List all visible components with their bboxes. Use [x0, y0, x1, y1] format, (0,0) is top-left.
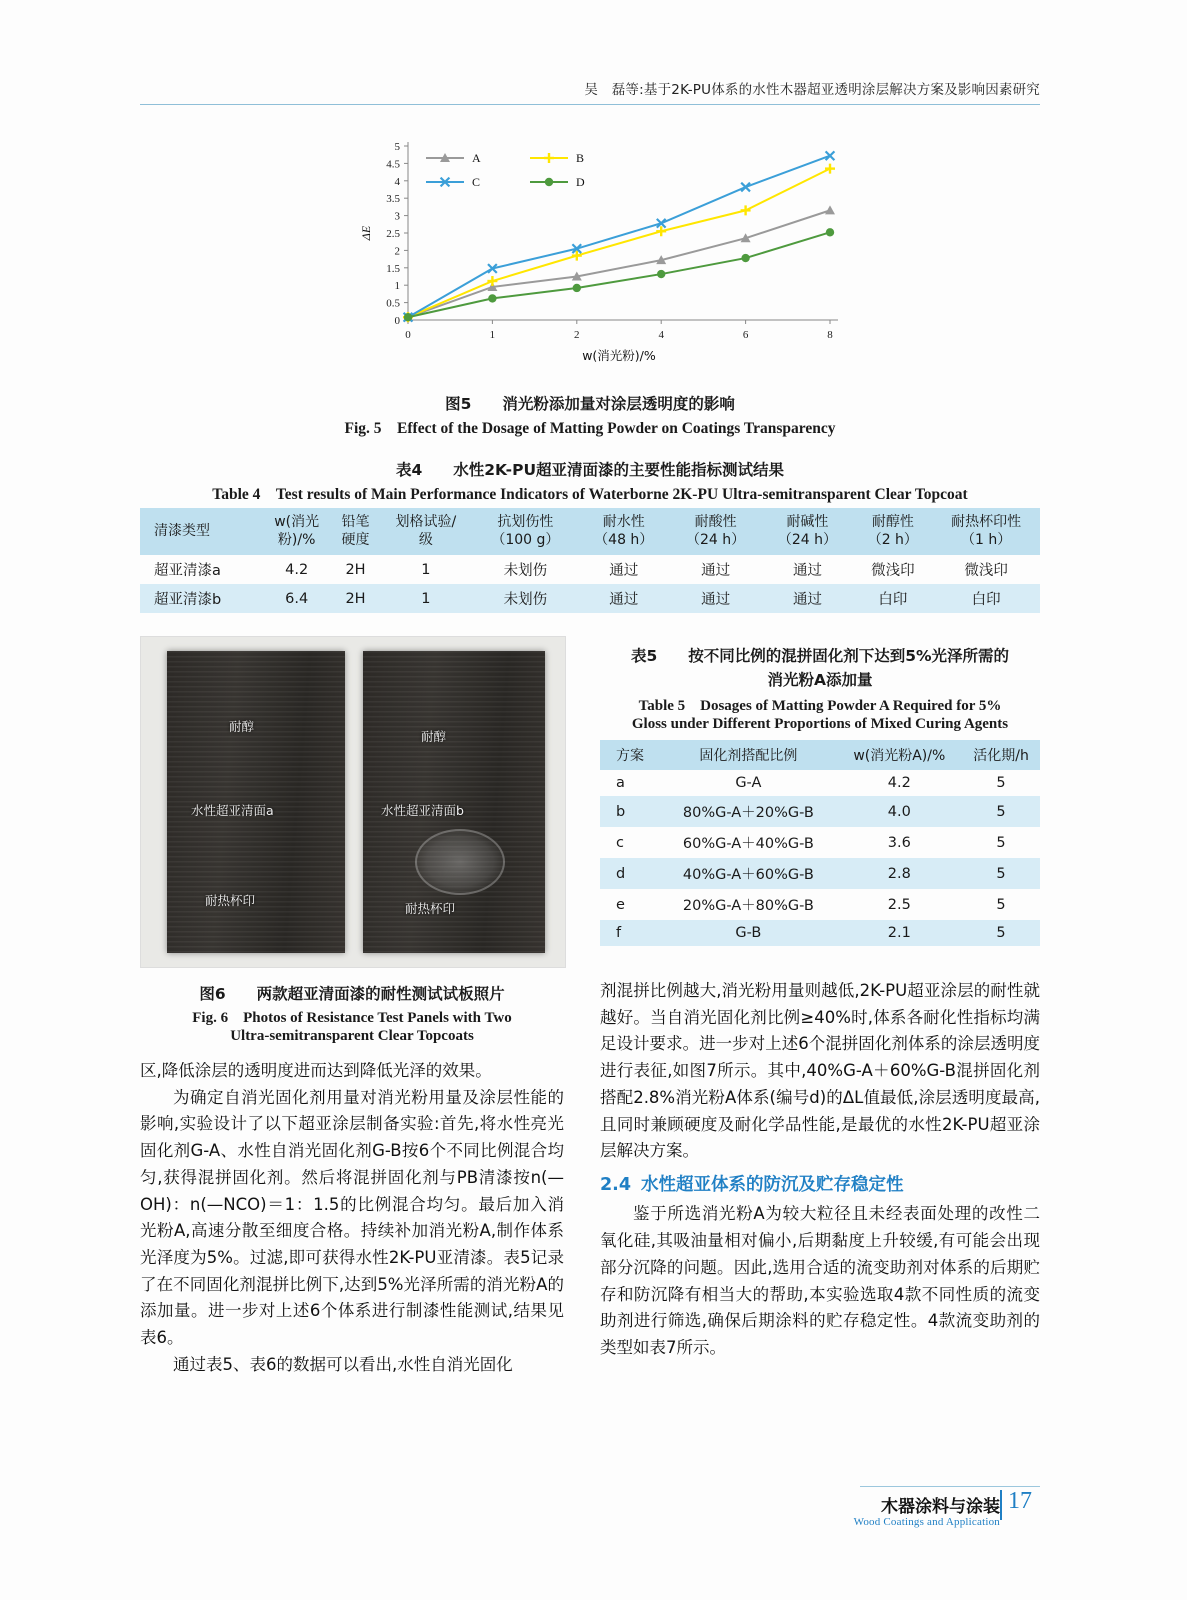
table-5-body — [600, 770, 1040, 946]
table-5-header-cell: 活化期/h — [962, 740, 1040, 770]
table-4-header-cell: 抗划伤性 （100 g） — [473, 508, 578, 555]
y-tick-label: 1 — [394, 280, 400, 293]
table-5-caption-cn-line2: 消光粉A添加量 — [767, 671, 873, 689]
table-4-cell: 通过 — [701, 592, 731, 608]
x-tick-label: 6 — [742, 329, 749, 341]
table-row — [600, 796, 1040, 827]
cup-mark-ring — [415, 829, 505, 895]
x-tick-label: 8 — [827, 329, 833, 341]
series-B — [403, 164, 835, 323]
figure-5-caption-cn: 图5 消光粉添加量对涂层透明度的影响 — [445, 395, 735, 413]
x-tick-label: 4 — [658, 329, 664, 341]
paragraph-left-1: 区,降低涂层的透明度进而达到降低光泽的效果。 — [140, 1061, 492, 1080]
y-tick-label: 4.5 — [386, 158, 400, 171]
y-tick-label: 2.5 — [386, 228, 400, 240]
table-4-header-cell: w(消光 粉)/% — [261, 508, 332, 555]
table-5-header-row — [600, 740, 1040, 770]
table-4-cell: 未划伤 — [503, 563, 548, 579]
test-panel-b — [363, 651, 545, 953]
table-5-cell: 5 — [996, 865, 1006, 882]
table-5 — [600, 740, 1040, 946]
table-row — [600, 858, 1040, 889]
table-row — [600, 889, 1040, 920]
table-5-cell: 80%G-A＋20%G-B — [682, 805, 814, 821]
paragraph-left-2: 为确定自消光固化剂用量对消光粉用量及涂层性能的影响,实验设计了以下超亚涂层制备实验:首先,将水性亮光固化剂G-A、水性自消光固化剂G-B按6个不同比例混合均匀,获得混拼固化剂。然后将混拼固化剂与PB清漆按n(—OH)：n(—NCO)＝1：1.5的比例混合均匀。最后加入消光粉A,高速分散至细度合格。持续补加消光粉A,制作体系光泽度为5%。过滤,即可获得水性2K-PU亚清漆。表5记录了在不同固化剂混拼比例下,达到5%光泽所需的消光粉A的添加量。进一步对上述6个体系进行制漆性能测试,结果见表6。 — [140, 1087, 564, 1348]
table-4-header-cell: 清漆类型 — [140, 508, 261, 555]
paragraph-right-2: 鉴于所选消光粉A为较大粒径且未经表面处理的改性二氧化硅,其吸油量相对偏小,后期黏度上升较缓,有可能会出现部分沉降的问题。因此,选用合适的流变助剂对体系的后期贮存和防沉降有相当大的帮助,本实验选取4款不同性质的流变助剂进行筛选,确保后期涂料的贮存稳定性。4款流变助剂的类型如表7所示。 — [600, 1204, 1040, 1357]
table-4-head — [140, 508, 1040, 555]
body-column-left — [140, 1058, 564, 1379]
x-tick-label: 2 — [574, 329, 580, 341]
legend-item-C — [426, 175, 480, 189]
footer-journal-en: Wood Coatings and Application — [853, 1516, 1000, 1528]
legend-label: A — [472, 151, 481, 165]
panel-b-label-name: 水性超亚清面b — [381, 803, 464, 818]
table-4-cell: 6.4 — [285, 590, 309, 607]
y-tick-label: 2 — [394, 245, 400, 258]
line-chart-svg — [330, 124, 850, 374]
table-4-header-cell: 耐碱性 （24 h） — [762, 508, 854, 555]
table-5-cell: 2.8 — [887, 865, 911, 882]
footer-journal-cn: 木器涂料与涂装 — [881, 1497, 1000, 1517]
section-title: 水性超亚体系的防沉及贮存稳定性 — [641, 1175, 904, 1196]
figure-6-caption-en-line1: Fig. 6 Photos of Resistance Test Panels with Two — [192, 1010, 512, 1026]
table-4-header-cell: 耐热杯印性 （1 h） — [932, 508, 1040, 555]
table-5-cell: 4.0 — [887, 803, 911, 820]
table-row — [600, 920, 1040, 946]
panel-a-label-name: 水性超亚清面a — [191, 803, 274, 818]
table-row — [140, 555, 1040, 584]
table-5-cell: 60%G-A＋40%G-B — [682, 836, 814, 852]
legend-item-B — [530, 151, 584, 165]
panel-b-label-alcohol: 耐醇 — [421, 729, 447, 744]
legend-label: C — [472, 175, 481, 189]
panel-a-label-alcohol: 耐醇 — [229, 719, 255, 734]
header-divider — [140, 104, 1040, 105]
table-4-cell: 微浅印 — [964, 563, 1008, 579]
table-5-cell: 5 — [996, 925, 1006, 941]
test-panel-a — [167, 651, 345, 953]
table-4-cell: 2H — [345, 561, 366, 578]
panel-a-label-cupmark: 耐热杯印 — [205, 893, 256, 908]
table-4-cell: 白印 — [971, 592, 1001, 608]
table-4-body — [140, 555, 1040, 613]
y-tick-label: 5 — [394, 141, 400, 153]
table-5-cell: f — [616, 925, 622, 941]
paragraph-right-1: 剂混拼比例越大,消光粉用量则越低,2K-PU超亚涂层的耐性就越好。当自消光固化剂比例≥40%时,体系各耐化性指标均满足设计要求。进一步对上述6个混拼固化剂体系的涂层透明度进行表征,如图7所示。其中,40%G-A＋60%G-B混拼固化剂搭配2.8%消光粉A体系(编号d)的ΔL值最低,涂层透明度最高,且同时兼顾硬度及耐化学品性能,是最优的水性2K-PU超亚涂层解决方案。 — [600, 981, 1040, 1161]
table-4-cell: 4.2 — [285, 561, 309, 578]
section-heading-2-4 — [600, 1171, 1040, 1199]
table-4-header-cell: 耐水性 （48 h） — [578, 508, 670, 555]
table-4-cell: 未划伤 — [503, 592, 548, 608]
table-5-cell: d — [616, 865, 626, 882]
table-4-cell: 通过 — [792, 592, 822, 608]
table-5-caption-en-line2: Gloss under Different Proportions of Mixed Curing Agents — [631, 716, 1009, 732]
y-tick-label: 3.5 — [386, 193, 400, 206]
x-tick-label: 1 — [489, 329, 496, 341]
table-5-header-cell: 固化剂搭配比例 — [660, 740, 836, 770]
table-4-header-cell: 耐醇性 （2 h） — [853, 508, 932, 555]
y-tick-label: 0.5 — [386, 297, 400, 310]
figure-5-caption-en: Fig. 5 Effect of the Dosage of Matting Powder on Coatings Transparency — [344, 420, 836, 437]
legend-label: B — [576, 151, 585, 165]
table-4-cell: 超亚清漆b — [154, 592, 222, 608]
table-5-cell: 2.5 — [887, 896, 911, 913]
table-5-cell: 5 — [996, 896, 1006, 913]
table-5-cell: G-B — [735, 925, 762, 941]
legend-item-D — [530, 175, 585, 189]
figure-5-chart — [330, 124, 850, 374]
table-row — [600, 827, 1040, 858]
table-4-header-cell: 耐酸性 （24 h） — [670, 508, 762, 555]
table-5-caption-en-line1: Table 5 Dosages of Matting Powder A Required for 5% — [638, 698, 1002, 714]
table-5-cell: 2.1 — [887, 925, 911, 941]
paragraph-left-3: 通过表5、表6的数据可以看出,水性自消光固化 — [173, 1354, 513, 1374]
y-tick-label: 3 — [394, 210, 400, 223]
table-5-cell: 40%G-A＋60%G-B — [682, 867, 814, 883]
series-D — [404, 228, 834, 321]
table-5-cell: e — [616, 896, 625, 913]
y-axis-label: ΔE — [359, 225, 373, 241]
table-5-caption-cn-line1: 表5 按不同比例的混拼固化剂下达到5%光泽所需的 — [630, 647, 1010, 665]
table-4-cell: 微浅印 — [871, 563, 915, 579]
table-4-cell: 白印 — [878, 592, 908, 608]
table-5-cell: c — [616, 834, 624, 851]
table-4-cell: 通过 — [701, 563, 731, 579]
x-axis-label: w(消光粉)/% — [582, 348, 656, 363]
table-4-caption-cn: 表4 水性2K-PU超亚清面漆的主要性能指标测试结果 — [395, 461, 785, 479]
table-5-cell: 5 — [996, 775, 1006, 791]
y-tick-label: 4 — [394, 175, 400, 188]
footer-accent-bar — [1000, 1490, 1002, 1520]
table-5-cell: 3.6 — [887, 834, 911, 851]
x-tick-label: 0 — [405, 329, 411, 341]
y-tick-label: 1.5 — [386, 262, 400, 275]
table-4-cell: 通过 — [609, 592, 639, 608]
table-row — [600, 770, 1040, 796]
y-tick-label: 0 — [394, 315, 400, 327]
panel-b-label-cupmark: 耐热杯印 — [405, 901, 456, 916]
table-5-header-cell: 方案 — [600, 740, 660, 770]
page-number: 17 — [1008, 1488, 1032, 1514]
figure-6-caption-en-line2: Ultra-semitransparent Clear Topcoats — [230, 1028, 474, 1044]
table-4-cell: 超亚清漆a — [154, 563, 221, 579]
table-5-cell: G-A — [735, 775, 762, 791]
table-5-head — [600, 740, 1040, 770]
figure-6-photo — [140, 636, 566, 968]
table-4-header-cell: 划格试验/ 级 — [379, 508, 473, 555]
table-5-cell: 5 — [996, 834, 1006, 851]
table-4 — [140, 508, 1040, 613]
legend-item-A — [426, 151, 481, 165]
running-head: 吴 磊等:基于2K-PU体系的水性木器超亚透明涂层解决方案及影响因素研究 — [584, 82, 1040, 98]
table-5-cell: a — [616, 775, 625, 791]
footer-divider — [860, 1486, 1040, 1487]
legend-label: D — [576, 175, 585, 189]
table-4-cell: 2H — [345, 590, 366, 607]
section-number: 2.4 — [600, 1175, 632, 1196]
body-column-right — [600, 978, 1040, 1362]
table-5-cell: 4.2 — [887, 775, 911, 791]
figure-6-caption-cn: 图6 两款超亚清面漆的耐性测试试板照片 — [199, 985, 505, 1003]
table-5-cell: 20%G-A＋80%G-B — [682, 898, 814, 914]
table-5-cell: 5 — [996, 803, 1006, 820]
table-4-header-cell: 铅笔 硬度 — [332, 508, 379, 555]
table-5-cell: b — [616, 803, 626, 820]
table-4-cell: 通过 — [792, 563, 822, 579]
table-4-cell: 1 — [421, 561, 431, 578]
table-row — [140, 584, 1040, 613]
table-4-cell: 通过 — [609, 563, 639, 579]
table-5-header-cell: w(消光粉A)/% — [837, 740, 963, 770]
table-4-cell: 1 — [421, 590, 431, 607]
table-4-caption-en: Table 4 Test results of Main Performance Indicators of Waterborne 2K-PU Ultra-semitransparent Clear Topcoat — [212, 486, 968, 503]
table-4-header-row — [140, 508, 1040, 555]
